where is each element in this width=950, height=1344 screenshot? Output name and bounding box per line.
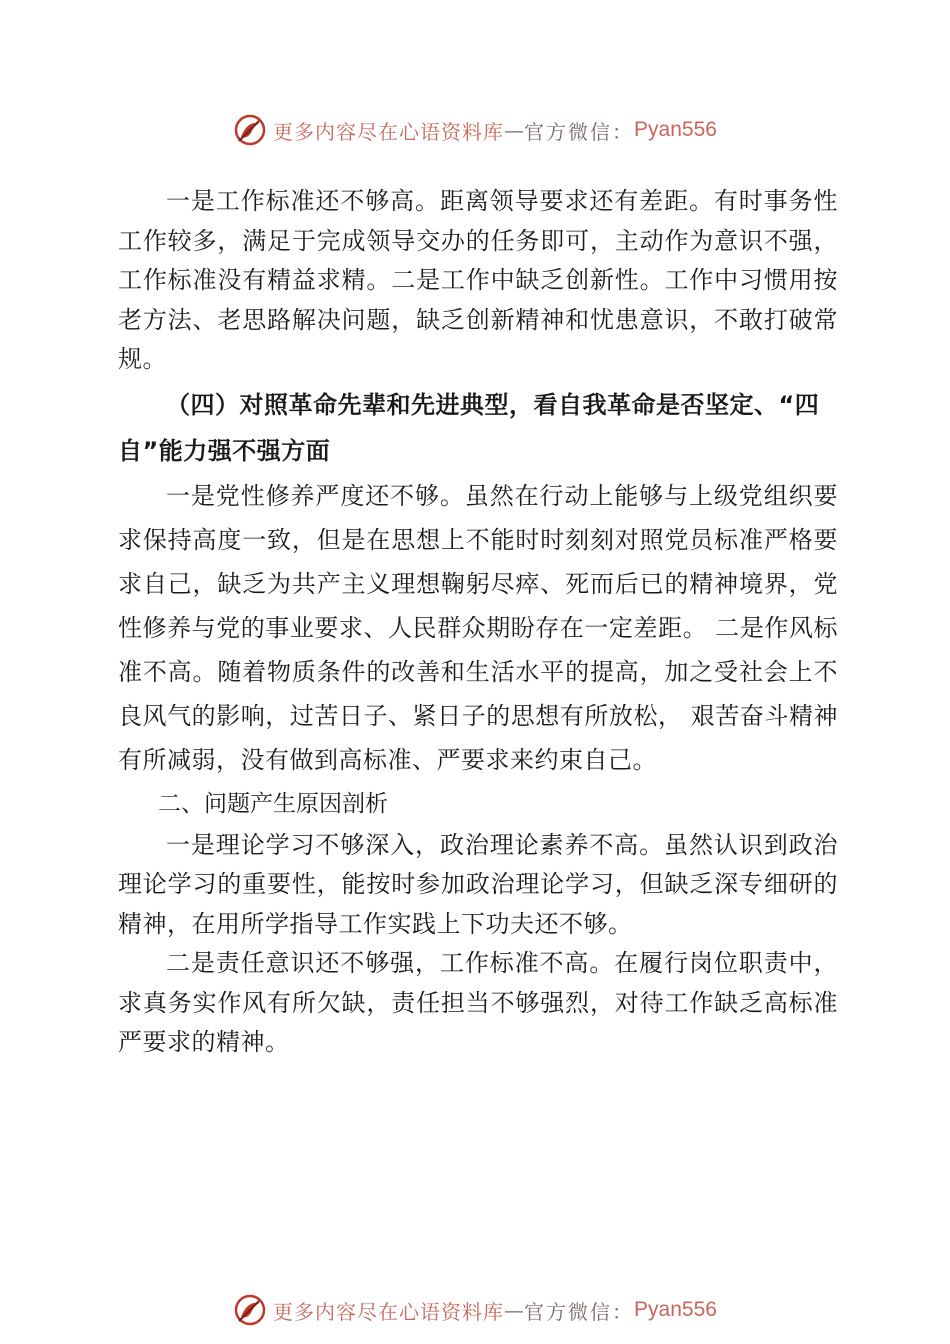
paragraph-work-standard: 一是工作标准还不够高。距离领导要求还有差距。有时事务性工作较多，满足于完成领导交办的任务即可，主动作为意识不强，工作标准没有精益求精。二是工作中缺乏创新性。工作中习惯用按老方法、老思路解决问题，缺乏创新精神和忧患意识，不敢打破常规。 bbox=[118, 187, 838, 373]
heading-section-four: （四）对照革命先辈和先进典型，看自我革命是否坚定、“四自”能力强不强方面 bbox=[118, 390, 820, 465]
paragraph-party-spirit: 一是党性修养严度还不够。虽然在行动上能够与上级党组织要求保持高度一致，但是在思想上不能时时刻刻对照党员标准严格要求自己，缺乏为共产主义理想鞠躬尽瘁、死而后已的精神境界，党性修养与党的事业要求、人民群众期盼存在一定差距。 二是作风标准不高。随着物质条件的改善和生活水平的提高，加之受社会上不良风气的影响，过苦日子、紧日子的思想有所放松， 艰苦奋斗精神有所减弱，没有做到高标准、严要求来约束自己。 bbox=[118, 481, 838, 774]
brand-text: 更多内容尽在心语资料库 bbox=[273, 1299, 505, 1324]
brand-logo-icon bbox=[233, 113, 267, 147]
footer-banner bbox=[0, 1290, 950, 1330]
brand-dash: — bbox=[504, 118, 525, 142]
wechat-label: 官方微信： bbox=[524, 119, 635, 144]
brand-logo-icon bbox=[233, 1293, 267, 1327]
wechat-label: 官方微信： bbox=[524, 1299, 635, 1324]
paragraph-responsibility: 二是责任意识还不够强，工作标准不高。在履行岗位职责中，求真务实作风有所欠缺，责任担当不够强烈，对待工作缺乏高标准严要求的精神。 bbox=[118, 949, 838, 1056]
brand-dash: — bbox=[504, 1298, 525, 1322]
paragraph-theory-study: 一是理论学习不够深入，政治理论素养不高。虽然认识到政治理论学习的重要性，能按时参加政治理论学习，但缺乏深专细研的精神，在用所学指导工作实践上下功夫还不够。 bbox=[118, 830, 838, 938]
wechat-id: Pyan556 bbox=[634, 1298, 717, 1321]
section-title-causes: 二、问题产生原因剖析 bbox=[158, 790, 388, 817]
brand-text: 更多内容尽在心语资料库 bbox=[273, 119, 505, 144]
header-banner bbox=[0, 110, 950, 150]
wechat-id: Pyan556 bbox=[634, 118, 717, 141]
document-body bbox=[118, 182, 838, 1063]
